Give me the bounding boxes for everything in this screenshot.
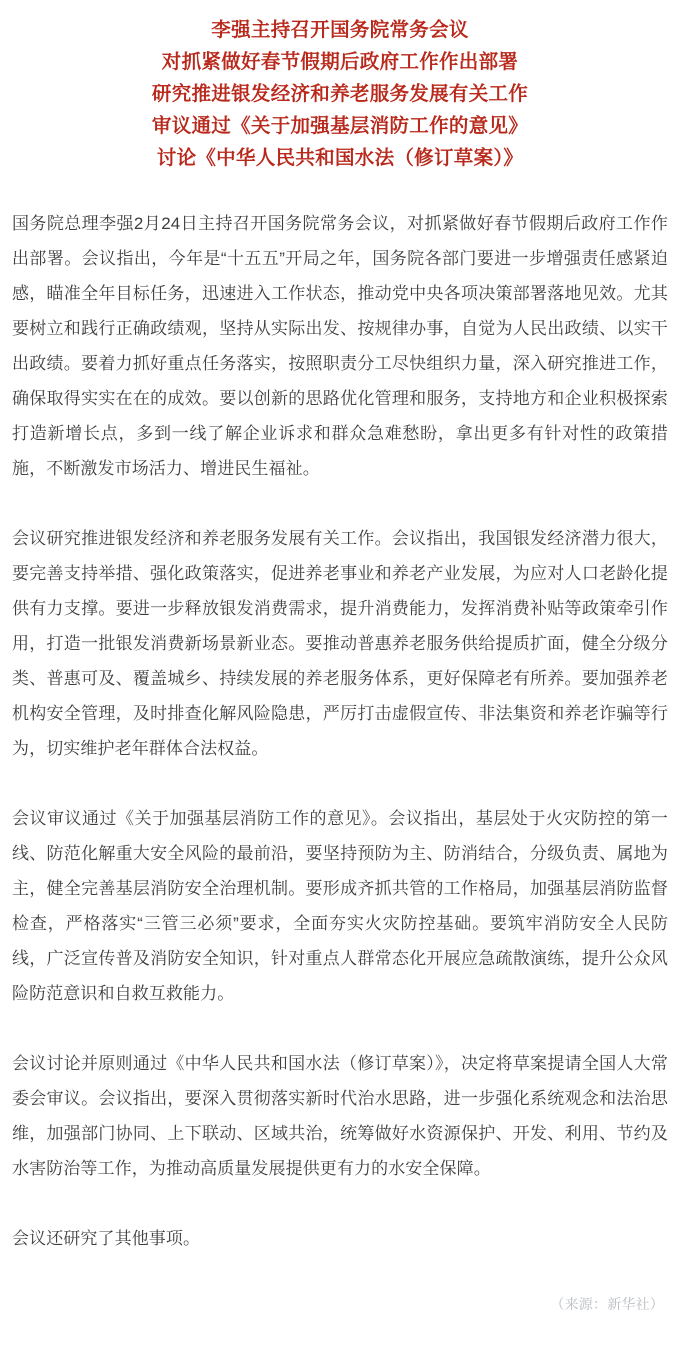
body-paragraph: 会议还研究了其他事项。 <box>12 1229 201 1248</box>
article-body <box>0 180 680 1256</box>
headline-line-3: 研究推进银发经济和养老服务发展有关工作 <box>151 83 529 105</box>
headline-line-4: 审议通过《关于加强基层消防工作的意见》 <box>151 115 529 137</box>
page-bottom-spacer <box>0 1314 680 1360</box>
article-headline <box>0 0 680 180</box>
body-paragraph: 会议审议通过《关于加强基层消防工作的意见》。会议指出，基层处于火灾防控的第一线、防范化解重大安全风险的最前沿，要坚持预防为主、防消结合，分级负责、属地为主，健全完善基层消防安全治理机制。要形成齐抓共管的工作格局，加强基层消防监督检查，严格落实“三管三必须”要求，全面夯实火灾防控基础。要筑牢消防安全人民防线，广泛宣传普及消防安全知识，针对重点人群常态化开展应急疏散演练，提升公众风险防范意识和自救互救能力。 <box>12 809 668 1003</box>
body-paragraph: 会议讨论并原则通过《中华人民共和国水法（修订草案）》，决定将草案提请全国人大常委会审议。会议指出，要深入贯彻落实新时代治水思路，进一步强化系统观念和法治思维，加强部门协同、上下联动、区域共治，统筹做好水资源保护、开发、利用、节约及水害防治等工作，为推动高质量发展提供更有力的水安全保障。 <box>12 1054 668 1178</box>
headline-line-5: 讨论《中华人民共和国水法（修订草案）》 <box>156 147 524 169</box>
headline-line-1: 李强主持召开国务院常务会议 <box>211 19 469 41</box>
headline-line-2: 对抓紧做好春节假期后政府工作作出部署 <box>161 51 519 73</box>
source-label: （来源：新华社） <box>550 1296 664 1312</box>
body-paragraph: 国务院总理李强2月24日主持召开国务院常务会议，对抓紧做好春节假期后政府工作作出部署。会议指出，今年是“十五五”开局之年，国务院各部门要进一步增强责任感紧迫感，瞄准全年目标任务，迅速进入工作状态，推动党中央各项决策部署落地见效。尤其要树立和践行正确政绩观，坚持从实际出发、按规律办事，自觉为人民出政绩、以实干出政绩。要着力抓好重点任务落实，按照职责分工尽快组织力量，深入研究推进工作，确保取得实实在在的成效。要以创新的思路优化管理和服务，支持地方和企业积极探索打造新增长点，多到一线了解企业诉求和群众急难愁盼，拿出更多有针对性的政策措施，不断激发市场活力、增进民生福祉。 <box>12 214 668 478</box>
article-source <box>0 1256 680 1314</box>
body-paragraph: 会议研究推进银发经济和养老服务发展有关工作。会议指出，我国银发经济潜力很大，要完善支持举措、强化政策落实，促进养老事业和养老产业发展，为应对人口老龄化提供有力支撑。要进一步释放银发消费需求，提升消费能力，发挥消费补贴等政策牵引作用，打造一批银发消费新场景新业态。要推动普惠养老服务供给提质扩面，健全分级分类、普惠可及、覆盖城乡、持续发展的养老服务体系，更好保障老有所养。要加强养老机构安全管理，及时排查化解风险隐患，严厉打击虚假宣传、非法集资和养老诈骗等行为，切实维护老年群体合法权益。 <box>12 529 668 758</box>
